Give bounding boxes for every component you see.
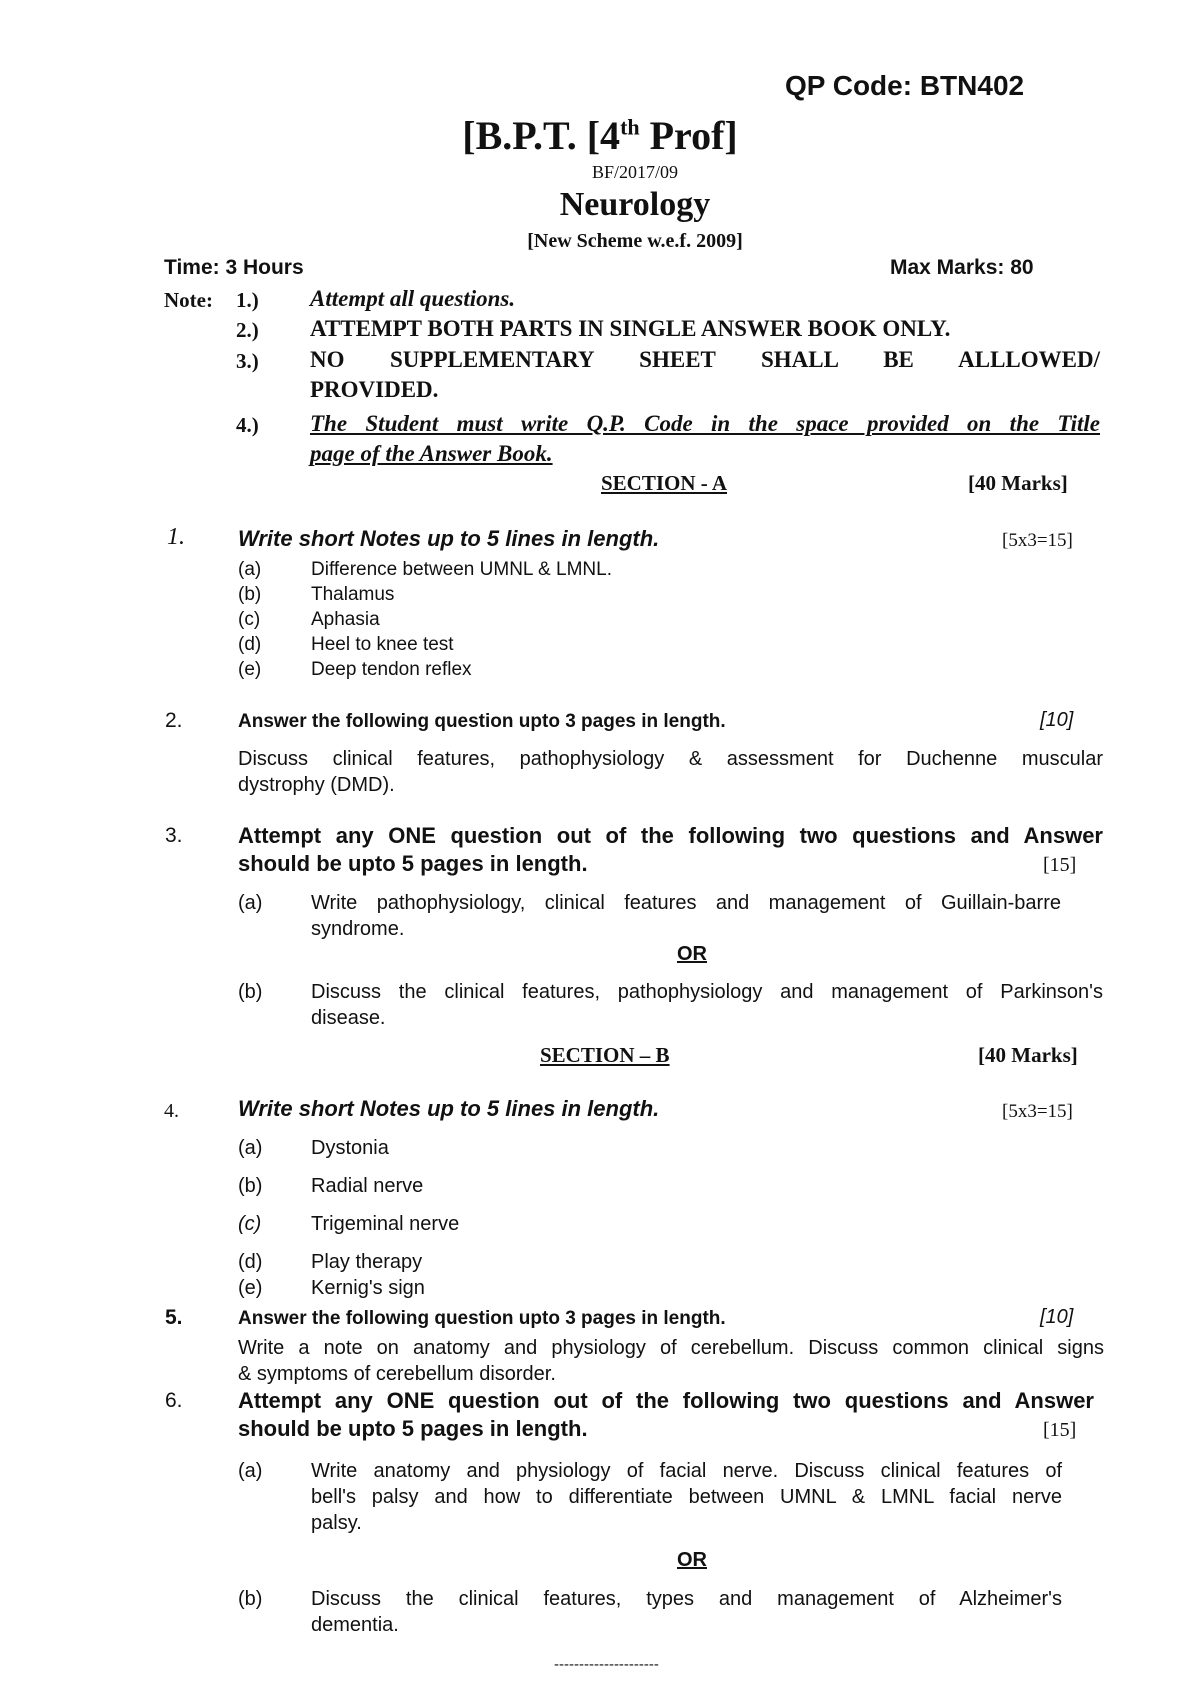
- q6-option-b-label: (b): [238, 1588, 263, 1610]
- q2-number: 2.: [165, 709, 183, 732]
- section-b-marks: [40 Marks]: [978, 1043, 1078, 1067]
- q3-option-b-line2: disease.: [311, 1007, 386, 1029]
- note-3-text-line2: PROVIDED.: [310, 377, 439, 402]
- max-marks: Max Marks: 80: [890, 256, 1034, 279]
- q1-item-c-label: (c): [238, 609, 261, 630]
- q1-item-d-label: (d): [238, 634, 262, 655]
- q2-marks: [10]: [1040, 709, 1074, 731]
- q1-item-c-text: Aphasia: [311, 609, 380, 630]
- q3-text-line2: should be upto 5 pages in length.: [238, 851, 588, 876]
- degree-title: [0, 112, 1200, 159]
- q5-marks: [10]: [1040, 1306, 1074, 1328]
- q3-or-divider: OR: [677, 943, 707, 965]
- q2-text: Answer the following question upto 3 pages in length.: [238, 711, 726, 732]
- q1-item-e-label: (e): [238, 659, 262, 680]
- q1-item-a-label: (a): [238, 559, 262, 580]
- section-a-title: SECTION - A: [601, 471, 728, 495]
- note-4-text-line1: The Student must write Q.P. Code in the space provided on the Title: [310, 411, 1100, 436]
- q6-text-line1: Attempt any ONE question out of the following two questions and Answer: [238, 1388, 1094, 1413]
- q3-option-a-line2: syndrome.: [311, 918, 405, 940]
- q6-option-a-line3: palsy.: [311, 1512, 362, 1534]
- q4-item-e-text: Kernig's sign: [311, 1277, 425, 1299]
- q4-item-d-label: (d): [238, 1251, 263, 1273]
- degree-title-sup: th: [620, 114, 640, 140]
- q6-or-divider: OR: [677, 1549, 707, 1571]
- note-1-text: Attempt all questions.: [310, 286, 516, 311]
- note-2-text: ATTEMPT BOTH PARTS IN SINGLE ANSWER BOOK ONLY.: [310, 316, 951, 341]
- q4-marks: [5x3=15]: [1002, 1101, 1073, 1122]
- q6-text-line2: should be upto 5 pages in length.: [238, 1416, 588, 1441]
- section-a-marks: [40 Marks]: [968, 471, 1068, 495]
- q6-marks: [15]: [1043, 1419, 1077, 1441]
- section-b-title: SECTION – B: [540, 1043, 670, 1067]
- note-3-text-line1: NO SUPPLEMENTARY SHEET SHALL BE ALLLOWED/: [310, 347, 1100, 372]
- q5-body-line1: Write a note on anatomy and physiology of cerebellum. Discuss common clinical signs: [238, 1337, 1104, 1359]
- degree-title-post: Prof]: [639, 113, 738, 158]
- degree-title-pre: [B.P.T. [4: [462, 113, 621, 158]
- q6-option-a-label: (a): [238, 1460, 263, 1482]
- q1-marks: [5x3=15]: [1002, 530, 1073, 551]
- scheme: [New Scheme w.e.f. 2009]: [527, 230, 743, 252]
- footer-dashes: ---------------------: [554, 1656, 659, 1673]
- note-3-num: 3.): [236, 349, 259, 373]
- note-2-num: 2.): [236, 318, 259, 342]
- q1-item-b-text: Thalamus: [311, 584, 395, 605]
- q6-number: 6.: [165, 1389, 183, 1412]
- q4-text: Write short Notes up to 5 lines in length.: [238, 1096, 660, 1121]
- q4-item-d-text: Play therapy: [311, 1251, 423, 1273]
- q3-number: 3.: [165, 824, 183, 847]
- note-1-num: 1.): [236, 288, 259, 312]
- q4-item-a-label: (a): [238, 1137, 263, 1159]
- q4-number: 4.: [164, 1100, 179, 1122]
- q3-text-line1: Attempt any ONE question out of the following two questions and Answer: [238, 823, 1103, 848]
- q4-item-a-text: Dystonia: [311, 1137, 389, 1159]
- q4-item-b-text: Radial nerve: [311, 1175, 424, 1197]
- q3-option-a-line1: Write pathophysiology, clinical features and management of Guillain-barre: [311, 892, 1061, 914]
- q4-item-c-label: (c): [238, 1213, 262, 1235]
- note-4-text-line2: page of the Answer Book.: [310, 441, 553, 466]
- qp-code: QP Code: BTN402: [785, 70, 1025, 101]
- subject-title: Neurology: [559, 186, 711, 223]
- q4-item-c-text: Trigeminal nerve: [311, 1213, 460, 1235]
- q4-item-e-label: (e): [238, 1277, 263, 1299]
- q3-marks: [15]: [1043, 854, 1077, 876]
- q3-option-b-line1: Discuss the clinical features, pathophysiology and management of Parkinson's: [311, 981, 1103, 1003]
- batch-code: BF/2017/09: [591, 162, 679, 182]
- q6-option-a-line1: Write anatomy and physiology of facial nerve. Discuss clinical features of: [311, 1460, 1062, 1482]
- time-allowed: Time: 3 Hours: [164, 256, 304, 279]
- q5-body-line2: & symptoms of cerebellum disorder.: [238, 1363, 556, 1385]
- q4-item-b-label: (b): [238, 1175, 263, 1197]
- q1-number: 1.: [167, 524, 185, 550]
- q3-option-b-label: (b): [238, 981, 263, 1003]
- q5-number: 5.: [165, 1306, 183, 1329]
- q6-option-b-line1: Discuss the clinical features, types and management of Alzheimer's: [311, 1588, 1062, 1610]
- q2-body-line2: dystrophy (DMD).: [238, 774, 395, 796]
- q1-item-a-text: Difference between UMNL & LMNL.: [311, 559, 612, 580]
- note-4-num: 4.): [236, 413, 259, 437]
- q3-option-a-label: (a): [238, 892, 263, 914]
- q6-option-a-line2: bell's palsy and how to differentiate between UMNL & LMNL facial nerve: [311, 1486, 1062, 1508]
- q1-item-d-text: Heel to knee test: [311, 634, 454, 655]
- q1-item-b-label: (b): [238, 584, 262, 605]
- q6-option-b-line2: dementia.: [311, 1614, 399, 1636]
- q1-item-e-text: Deep tendon reflex: [311, 659, 472, 680]
- q2-body-line1: Discuss clinical features, pathophysiology & assessment for Duchenne muscular: [238, 748, 1103, 770]
- q5-text: Answer the following question upto 3 pages in length.: [238, 1308, 726, 1329]
- note-label: Note:: [164, 288, 213, 312]
- q1-text: Write short Notes up to 5 lines in length.: [238, 526, 660, 551]
